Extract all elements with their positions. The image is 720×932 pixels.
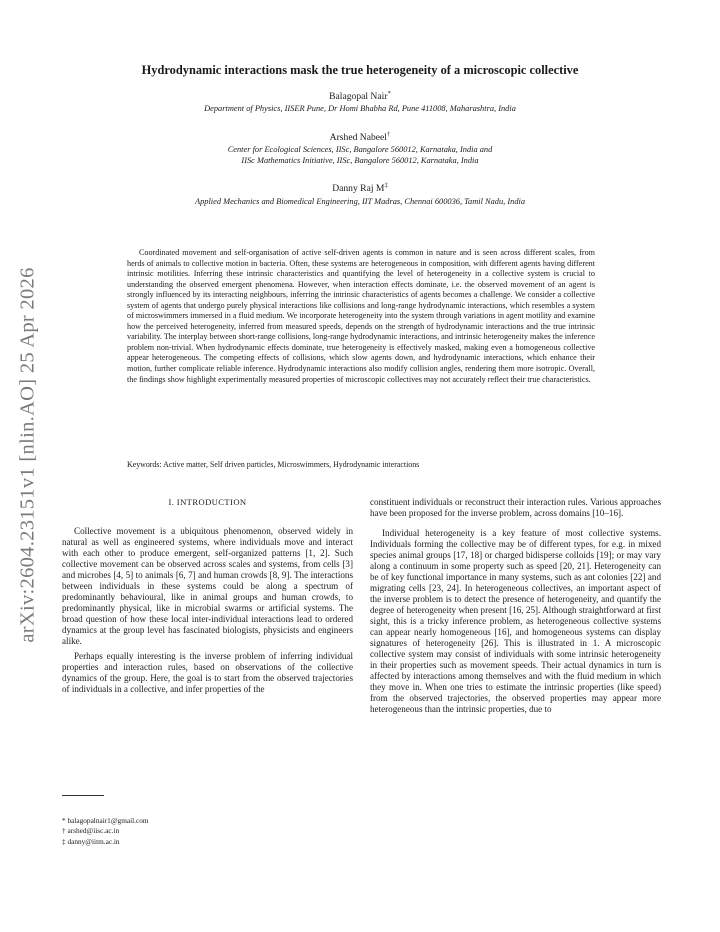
author-name bbox=[60, 91, 660, 102]
author-name bbox=[60, 183, 660, 194]
abstract: Coordinated movement and self-organisation of active self-driven agents is common in nature and is seen across different scales, from herds of animals to collective motion in bacteria. Often, these systems are heterogeneous in composition, with different agents having different intrinsic motilities. Inferring these intrinsic characteristics and quantifying the level of heterogeneity in a collective system is crucial to understanding the observed emergent phenomena. However, when interaction effects dominate, i.e. the observed movement of an agent is strongly influenced by its interacting neighbours, inferring the intrinsic characteristics of agents becomes a challenge. We consider a collective system of agents that undergo purely physical interactions like collisions and long-range hydrodynamic interactions, which resembles a system of microswimmers immersed in a fluid medium. We incorporate heterogeneity into the system through variations in agent motility and examine how the perceived heterogeneity, inferred from measured speeds, depends on the strength of hydrodynamic interactions and the true intrinsic variability. The interplay between short-range collisions, long-range hydrodynamic interactions, and intrinsic heterogeneity makes the inference problem non-trivial. When hydrodynamic effects dominate, true heterogeneity is effectively masked, making even a homogeneous collective appear heterogeneous. The competing effects of collisions, which slow agents down, and hydrodynamic interactions, which enhance their motion, further complicate reliable inference. Hydrodynamic interactions also modify collision angles, rendering them more isotropic. Overall, the findings show highlight experimentally measured properties of microscopic collectives may not accurately reflect their true characteristics. bbox=[127, 248, 595, 384]
arxiv-identifier-stamp bbox=[8, 255, 48, 655]
author-affiliation bbox=[60, 104, 660, 115]
author-affiliation bbox=[60, 197, 660, 208]
author-name-text: Arshed Nabeel bbox=[329, 132, 387, 143]
left-column bbox=[62, 497, 353, 699]
body-paragraph: constituent individuals or reconstruct their interaction rules. Various approaches have been proposed for the inverse problem, across domains [10–16]. bbox=[370, 497, 661, 518]
footnote-email: ‡ danny@iitm.ac.in bbox=[62, 836, 120, 846]
right-column bbox=[370, 497, 661, 719]
keywords: Keywords: Active matter, Self driven particles, Microswimmers, Hydrodynamic interactions bbox=[127, 460, 420, 469]
arxiv-identifier-text: arXiv:2604.23151v1 [nlin.AO] 25 Apr 2026 bbox=[16, 267, 39, 643]
section-heading: I. INTRODUCTION bbox=[168, 497, 247, 507]
author-affiliation bbox=[60, 145, 660, 166]
footnote-email: * balagopalnair1@gmail.com bbox=[62, 816, 149, 825]
footnote-divider bbox=[62, 795, 104, 796]
footnote-email: † arshed@iisc.ac.in bbox=[62, 826, 120, 836]
author-name bbox=[60, 132, 660, 143]
affiliation-line: Department of Physics, IISER Pune, Dr Homi Bhabha Rd, Pune 411008, Maharashtra, India bbox=[204, 104, 516, 113]
author-name-text: Balagopal Nair bbox=[329, 91, 388, 102]
affiliation-line: IISc Mathematics Initiative, IISc, Bangalore 560012, Karnataka, India bbox=[241, 155, 479, 165]
footnotes bbox=[62, 816, 353, 847]
body-paragraph: Perhaps equally interesting is the inverse problem of inferring individual properties and interaction rules, based on observations of the collective dynamics of the group. Here, the goal is to start from the observed trajectories of individuals in a collective, and infer properties of the bbox=[62, 650, 353, 694]
affiliation-line: Center for Ecological Sciences, IISc, Bangalore 560012, Karnataka, India and bbox=[227, 145, 493, 154]
paper-title: Hydrodynamic interactions mask the true heterogeneity of a microscopic collective bbox=[141, 63, 579, 77]
body-paragraph: Individual heterogeneity is a key feature of most collective systems. Individuals forming the collective may be of different types, for e.g. in mixed species animal groups [17, 18] or charged bidisperse colloids [19]; or may vary along a continuum in some property such as speed [20, 21]. Heterogeneity can be of key functional importance in many systems, such as ant colonies [22] and migrating cells [23, 24]. In heterogeneous collectives, an important aspect of the inverse problem is to detect the presence of heterogeneity, and quantify the degree of heterogeneity when present [16, 25]. Although straightforward at first sight, this is a tricky inference problem, as heterogeneous collective systems can appear nearly homogeneous [16], and homogeneous systems can display signatures of heterogeneity [26]. This is illustrated in 1. A microscopic collective system may consist of individuals with some intrinsic heterogeneity in their properties such as movement speeds. Their actual dynamics in turn is affected by interactions among themselves and with the fluid medium in which they move in. When one tries to estimate the intrinsic properties (like speed) from the observed trajectories, the observed properties may appear more heterogeneous than the intrinsic properties, due to bbox=[370, 527, 661, 714]
body-paragraph: Collective movement is a ubiquitous phenomenon, observed widely in natural as well as engineered systems, where individuals move and interact with each other to produce emergent, self-organized patterns [1, 2]. Such collective movement can be observed across scales and systems, from cells [3] and microbes [4, 5] to animals [6, 7] and human crowds [8, 9]. The interactions between individuals in these systems could be along a spectrum of predominantly behavioural, like in animal groups and human crowds, to predominantly physical, like in microbial swarms or artificial systems. The broad question of how these local inter-individual interactions lead to ordered dynamics at the group level has fascinated biologists, physicists and engineers alike. bbox=[62, 525, 353, 646]
author-footnote-mark: * bbox=[387, 89, 391, 97]
author-footnote-mark: ‡ bbox=[384, 181, 388, 189]
author-footnote-mark: † bbox=[386, 130, 391, 138]
author-name-text: Danny Raj M bbox=[332, 183, 385, 194]
affiliation-line: Applied Mechanics and Biomedical Engineering, IIT Madras, Chennai 600036, Tamil Nadu, India bbox=[194, 197, 526, 206]
